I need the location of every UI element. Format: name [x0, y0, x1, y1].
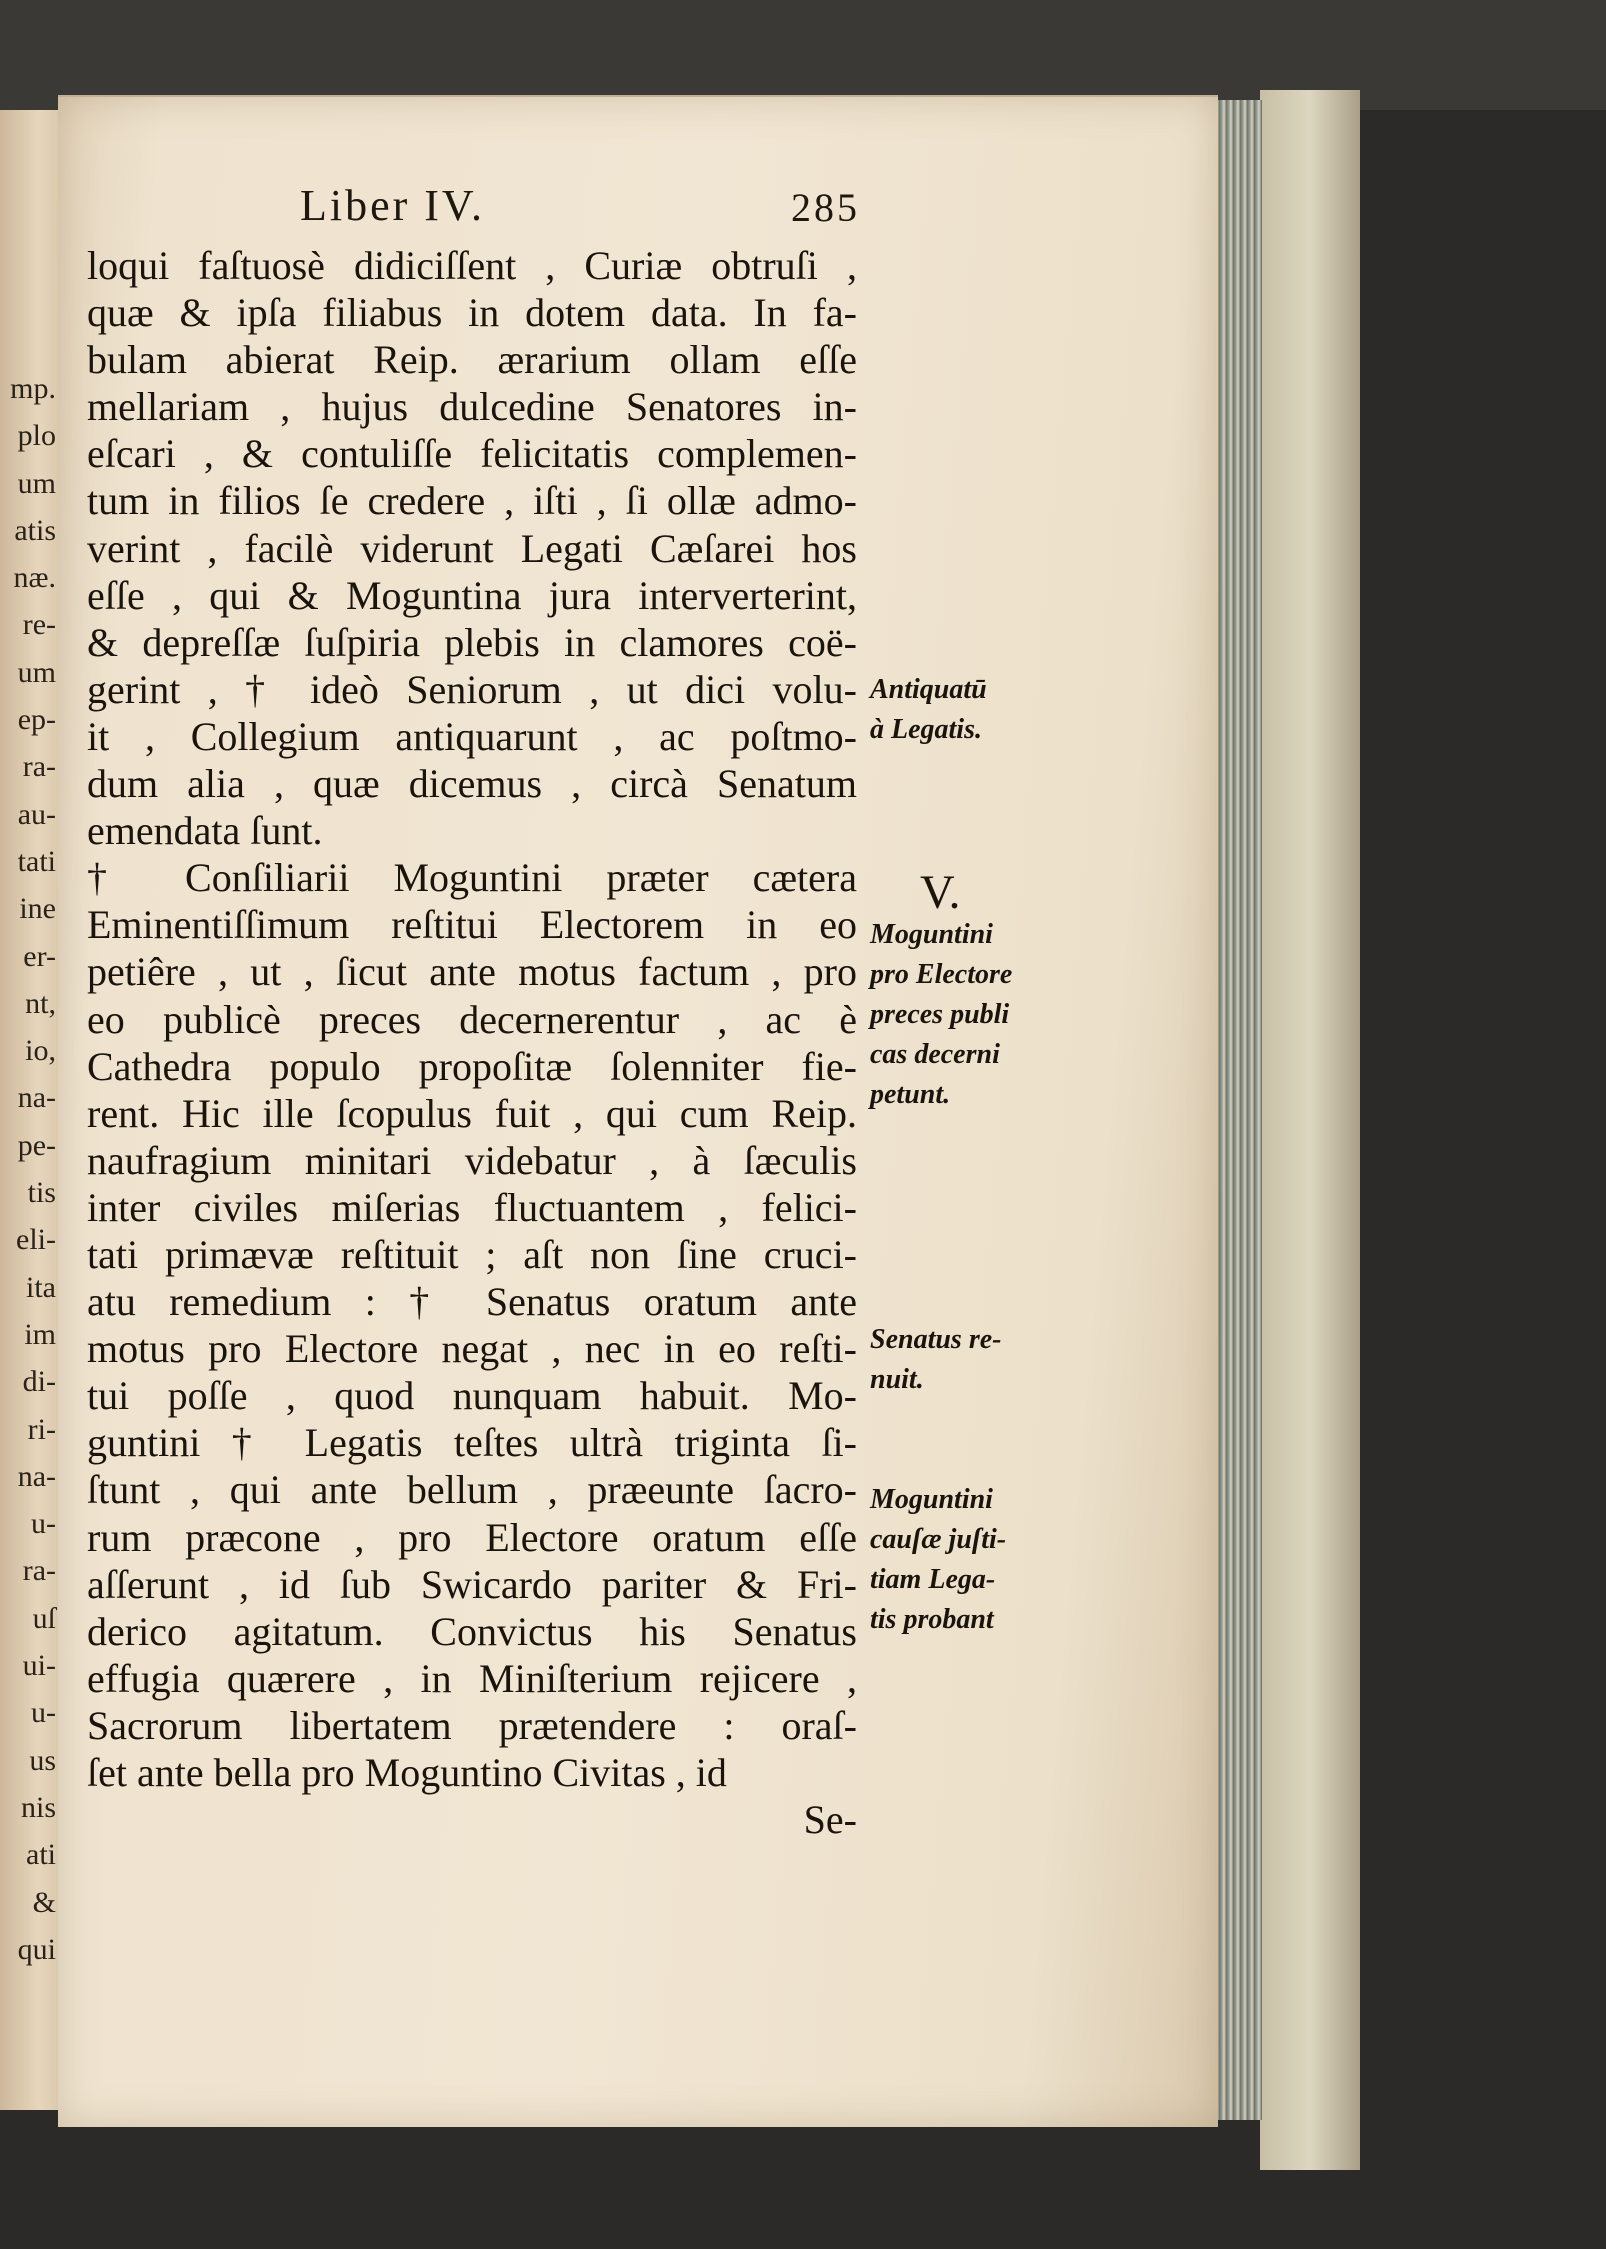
facing-page-fragment: plo	[17, 419, 56, 453]
text-line: dum alia , quæ dicemus , circà Senatum	[87, 761, 857, 807]
margin-note-line: tis probant	[870, 1604, 994, 1635]
text-line: inter civiles miſerias fluctuantem , felici-	[87, 1184, 857, 1230]
facing-page-fragment: ita	[26, 1270, 56, 1304]
margin-note-line: petunt.	[870, 1079, 951, 1110]
facing-page-fragment: næ.	[13, 561, 56, 595]
facing-page-fragment: ep-	[17, 703, 56, 737]
text-line: eſcari , & contuliſſe felicitatis complemen-	[87, 431, 857, 477]
text-line: quæ & ipſa filiabus in dotem data. In fa-	[87, 290, 857, 336]
facing-page-fragment: io,	[25, 1034, 56, 1068]
facing-page-fragment: tis	[27, 1176, 56, 1210]
main-text-block	[87, 242, 857, 1843]
facing-page-fragment: nis	[20, 1790, 56, 1824]
facing-page-fragment: &	[32, 1885, 56, 1919]
facing-page-edge	[0, 110, 67, 2110]
margin-note-line: preces publi	[870, 999, 1010, 1030]
text-line: rum præcone , pro Electore oratum eſſe	[87, 1514, 857, 1560]
margin-note-line: Antiquatū	[870, 674, 987, 705]
margin-note-line: tiam Lega-	[870, 1564, 996, 1595]
margin-note	[870, 1320, 1050, 1400]
text-line: eſſe , qui & Moguntina jura interverterint,	[87, 572, 857, 618]
facing-page-fragment: ui-	[22, 1649, 56, 1683]
facing-page-fragment: re-	[22, 608, 56, 642]
text-line: tui poſſe , quod nunquam habuit. Mo-	[87, 1373, 857, 1419]
text-line: Cathedra populo propoſitæ ſolenniter fie-	[87, 1043, 857, 1089]
facing-page-fragment: er-	[23, 939, 56, 973]
margin-note-line: pro Electore	[870, 959, 1013, 990]
text-line: ſet ante bella pro Moguntino Civitas , id	[87, 1750, 727, 1795]
facing-page-fragment: us	[29, 1743, 56, 1777]
text-line: emendata ſunt.	[87, 808, 323, 854]
facing-page-fragment: u-	[31, 1696, 56, 1730]
text-line: rent. Hic ille ſcopulus fuit , qui cum Reip.	[87, 1090, 857, 1136]
facing-page-text-fragments	[0, 365, 60, 1973]
background-top	[0, 0, 1606, 110]
text-line: it , Collegium antiquarunt , ac poſtmo-	[87, 713, 857, 759]
text-line: petiêre , ut , ſicut ante motus factum , pro	[87, 949, 857, 995]
margin-note-line: cauſæ juſti-	[870, 1524, 1007, 1555]
text-line: † Conſiliarii Moguntini præter cætera	[87, 855, 857, 901]
margin-note-line: cas decerni	[870, 1039, 1000, 1070]
text-line: Sacrorum libertatem prætendere : oraſ-	[87, 1702, 857, 1748]
text-line: loqui faſtuosè didiciſſent , Curiæ obtruſi ,	[87, 243, 857, 288]
facing-page-fragment: mp.	[10, 372, 56, 405]
text-line: tati primævæ reſtituit ; aſt non ſine cruci-	[87, 1231, 857, 1277]
facing-page-fragment: pe-	[17, 1128, 56, 1162]
facing-page-fragment: di-	[22, 1365, 56, 1399]
text-line: aſſerunt , id ſub Swicardo pariter & Fri-	[87, 1561, 857, 1607]
catchword: Se-	[803, 1797, 857, 1843]
margin-note	[870, 670, 1050, 750]
facing-page-fragment: u-	[31, 1507, 56, 1541]
running-title: Liber IV.	[300, 181, 486, 230]
text-line: derico agitatum. Convictus his Senatus	[87, 1608, 857, 1654]
facing-page-fragment: qui	[17, 1932, 56, 1966]
text-line: & depreſſæ ſuſpiria plebis in clamores coë-	[87, 619, 857, 665]
text-line: mellariam , hujus dulcedine Senatores in-	[87, 384, 857, 430]
margin-note-line: nuit.	[870, 1364, 924, 1395]
page-number: 285	[791, 185, 860, 230]
margin-note-line: Moguntini	[870, 919, 993, 950]
text-line: guntini † Legatis teſtes ultrà triginta ſi-	[87, 1420, 857, 1466]
text-line: effugia quærere , in Miniſterium rejicere ,	[87, 1655, 857, 1701]
facing-page-fragment: nt,	[25, 986, 56, 1020]
facing-page-fragment: au-	[17, 797, 56, 831]
facing-page-fragment: atis	[14, 513, 56, 547]
facing-page-fragment: ati	[26, 1838, 56, 1872]
text-line: atu remedium : † Senatus oratum ante	[87, 1279, 857, 1325]
running-header	[300, 180, 860, 240]
facing-page-fragment: na-	[17, 1459, 56, 1493]
text-line: verint , facilè viderunt Legati Cæſarei hos	[87, 525, 857, 571]
facing-page-fragment: tati	[17, 844, 56, 878]
margin-note-line: Moguntini	[870, 1484, 993, 1515]
margin-note-line: à Legatis.	[870, 714, 982, 745]
margin-note-line: Senatus re-	[870, 1324, 1002, 1355]
margin-note	[870, 1480, 1050, 1640]
text-line: bulam abierat Reip. ærarium ollam eſſe	[87, 337, 857, 383]
facing-page-fragment: ri-	[27, 1412, 56, 1446]
facing-page-fragment: ra-	[22, 750, 56, 784]
book-cover-edge	[1260, 90, 1360, 2170]
text-line: gerint , † ideò Seniorum , ut dici volu-	[87, 666, 857, 712]
text-line: Eminentiſſimum reſtitui Electorem in eo	[87, 902, 857, 948]
text-line: motus pro Electore negat , nec in eo reſti-	[87, 1326, 857, 1372]
facing-page-fragment: uſ	[32, 1601, 56, 1635]
text-line: ſtunt , qui ante bellum , præeunte ſacro-	[87, 1467, 857, 1513]
margin-note	[870, 915, 1050, 1115]
facing-page-fragment: ra-	[22, 1554, 56, 1588]
facing-page-fragment: na-	[17, 1081, 56, 1115]
facing-page-fragment: im	[24, 1317, 56, 1351]
text-line: eo publicè preces decernerentur , ac è	[87, 996, 857, 1042]
text-line: tum in filios ſe credere , iſti , ſi ollæ admo-	[87, 478, 857, 524]
section-numeral: V.	[920, 866, 961, 919]
facing-page-fragment: eli-	[16, 1223, 56, 1257]
facing-page-fragment: ine	[19, 892, 56, 926]
facing-page-fragment: um	[17, 655, 56, 689]
facing-page-fragment: um	[17, 466, 56, 500]
text-line: naufragium minitari videbatur , à ſæculis	[87, 1137, 857, 1183]
